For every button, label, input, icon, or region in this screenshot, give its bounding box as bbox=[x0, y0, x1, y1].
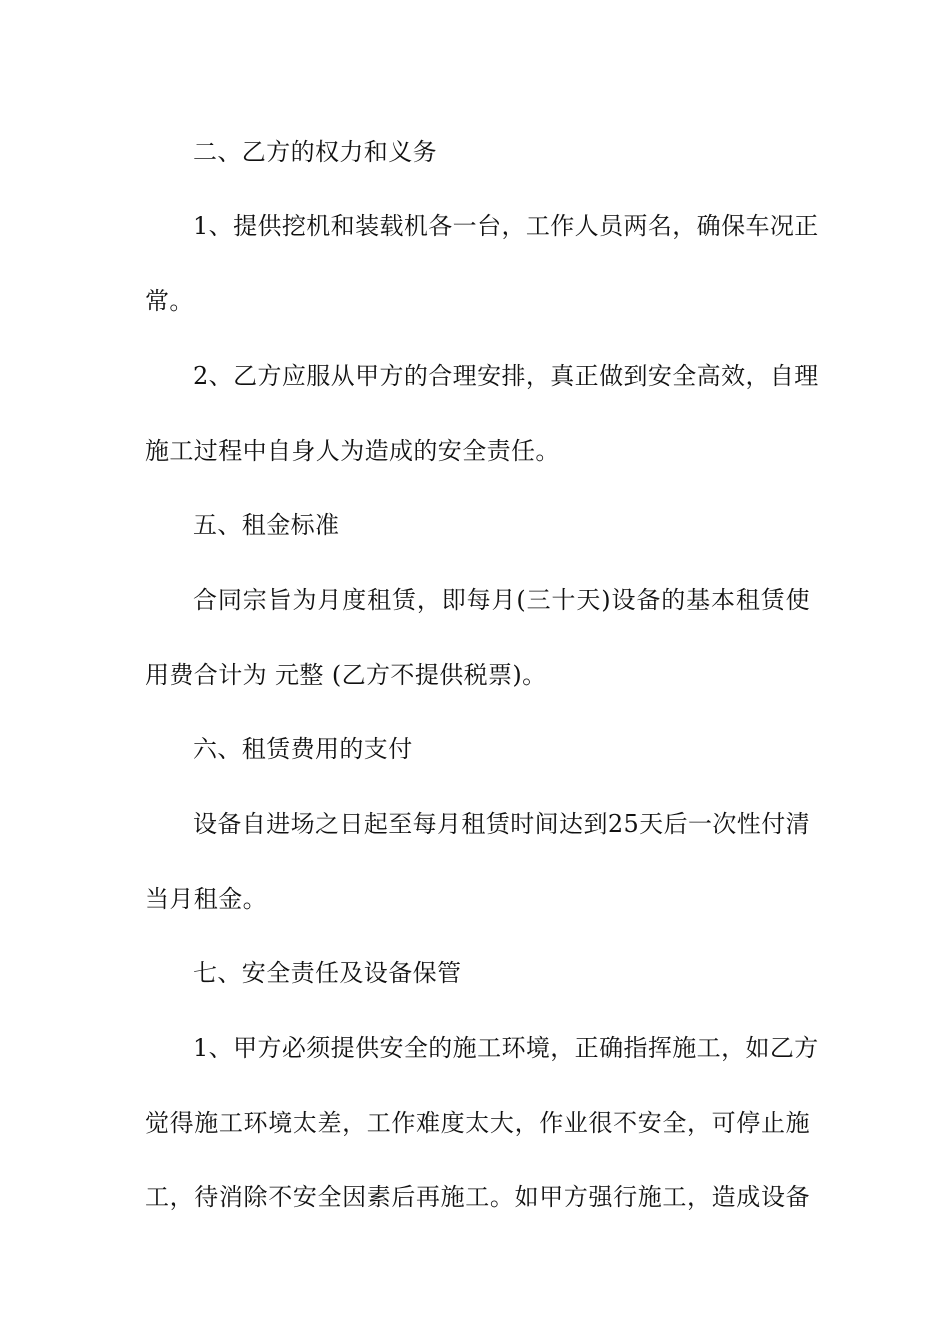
heading-rent-standard: 五、租金标准 bbox=[193, 511, 340, 539]
paragraph-line: 常。 bbox=[145, 287, 194, 315]
heading-party-b-rights: 二、乙方的权力和义务 bbox=[193, 138, 437, 166]
paragraph-line: 觉得施工环境太差，工作难度太大，作业很不安全，可停止施 bbox=[145, 1109, 810, 1137]
paragraph-line: 工，待消除不安全因素后再施工。如甲方强行施工，造成设备 bbox=[145, 1183, 810, 1211]
paragraph-line: 1、提供挖机和装载机各一台，工作人员两名，确保车况正 bbox=[193, 212, 819, 240]
paragraph-line: 当月租金。 bbox=[145, 885, 267, 913]
heading-rent-payment: 六、租赁费用的支付 bbox=[193, 735, 413, 763]
paragraph-line: 设备自进场之日起至每月租赁时间达到25天后一次性付清 bbox=[193, 810, 810, 838]
paragraph-line: 2、乙方应服从甲方的合理安排，真正做到安全高效，自理 bbox=[193, 362, 819, 390]
paragraph-line: 施工过程中自身人为造成的安全责任。 bbox=[145, 437, 560, 465]
paragraph-line: 用费合计为 元整 (乙方不提供税票)。 bbox=[145, 661, 547, 689]
paragraph-line: 1、甲方必须提供安全的施工环境，正确指挥施工，如乙方 bbox=[193, 1034, 819, 1062]
heading-safety-responsibility: 七、安全责任及设备保管 bbox=[193, 959, 462, 987]
paragraph-line: 合同宗旨为月度租赁，即每月(三十天)设备的基本租赁使 bbox=[193, 586, 810, 614]
